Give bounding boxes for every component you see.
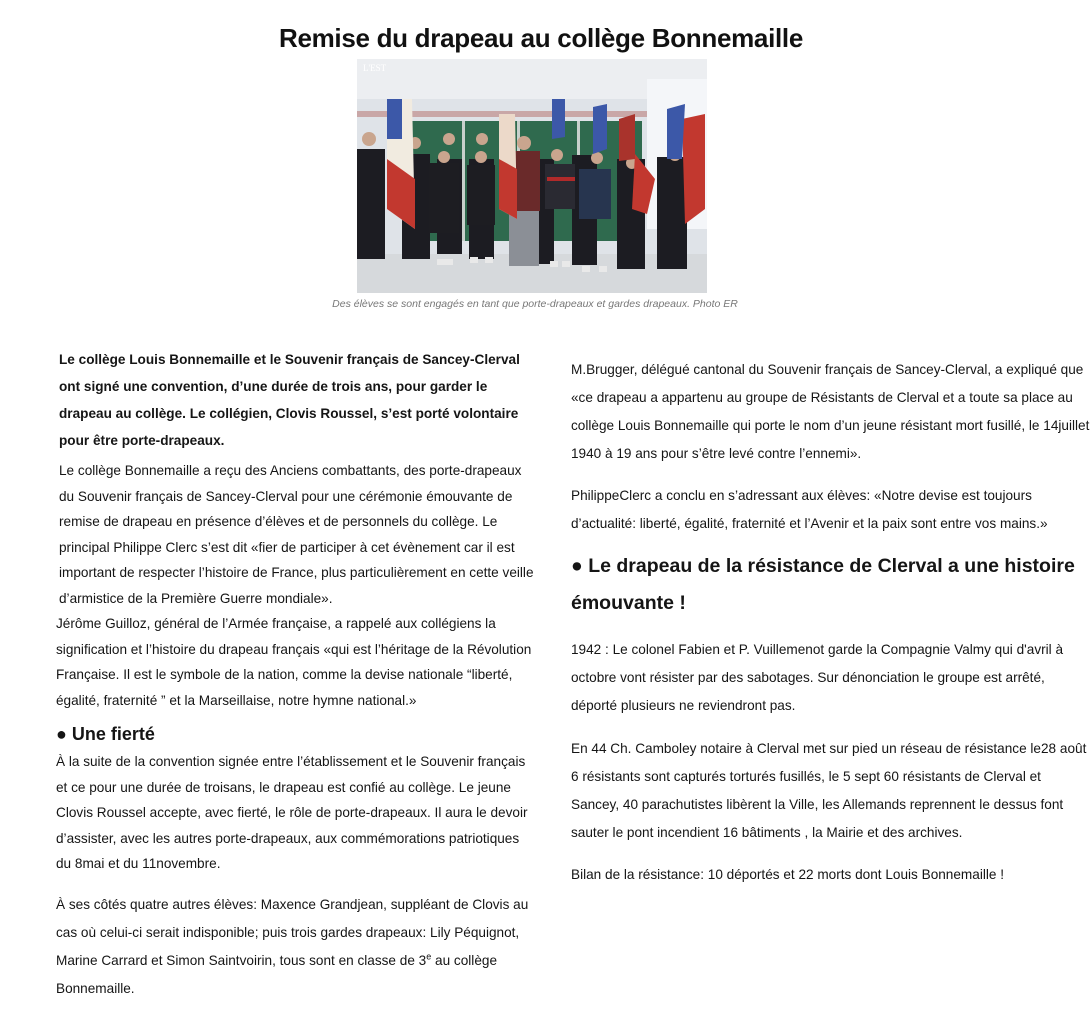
article-title: Remise du drapeau au collège Bonnemaille — [278, 23, 804, 54]
paragraph-text: au collège Bonnemaille. — [56, 952, 498, 996]
group-photo-image — [357, 59, 707, 293]
article-photo — [357, 59, 707, 293]
paragraph: Le collège Bonnemaille a reçu des Anciens combattants, des porte-drapeaux du Souvenir français de Sancey-Clerval pour une cérémonie émouvante de remise de drapeau en présence d’élèves et de personnels du collège. Le principal Philippe Clerc s’est dit «fier de participer à cet évènement car il est important de respecter l’histoire de France, plus particulièrement en cette veille d’armistice de la Première Guerre mondiale». — [59, 463, 534, 606]
left-column — [56, 346, 536, 1003]
paragraph — [56, 891, 536, 1003]
paragraph: Bilan de la résistance: 10 déportés et 22 morts dont Louis Bonnemaille ! — [571, 867, 1004, 882]
paragraph: M.Brugger, délégué cantonal du Souvenir français de Sancey-Clerval, a expliqué que «ce drapeau a appartenu au groupe de Résistants de Clerval et a toute sa place au collège Louis Bonnemaille qui porte le nom d’un jeune résistant mort fusillé, le 14juillet 1940 à 19 ans pour s’être levé contre l’ennemi». — [571, 362, 1090, 461]
right-column — [571, 356, 1090, 889]
ordinal-suffix: e — [426, 950, 432, 961]
subheading-drapeau-resistance: ● Le drapeau de la résistance de Clerval a une histoire émouvante ! — [571, 555, 1075, 614]
paragraph-text: À ses côtés quatre autres élèves: Maxence Grandjean, suppléant de Clovis au cas où celui-ci serait indisponible; puis trois gardes drapeaux: Lily Péquignot, Marine Carrard et Simon Saintvoirin, tous sont en classe de 3 — [56, 896, 529, 968]
paragraph: PhilippeClerc a conclu en s’adressant aux élèves: «Notre devise est toujours d’actualité: liberté, égalité, fraternité et l’Avenir et la paix sont entre vos mains.» — [571, 488, 1048, 531]
paragraph: 1942 : Le colonel Fabien et P. Vuillemenot garde la Compagnie Valmy qui d'avril à octobre vont résister par des sabotages. Sur dénonciation le groupe est arrêté, déporté plusieurs ne reviendront pas. — [571, 642, 1064, 713]
article-lead: Le collège Louis Bonnemaille et le Souvenir français de Sancey-Clerval ont signé une convention, d’une durée de trois ans, pour garder le drapeau au collège. Le collégien, Clovis Roussel, s’est porté volontaire pour être porte-drapeaux. — [59, 352, 520, 448]
photo-watermark: L'EST — [363, 63, 387, 73]
photo-caption: Des élèves se sont engagés en tant que porte-drapeaux et gardes drapeaux. Photo ER — [332, 298, 738, 310]
paragraph: En 44 Ch. Camboley notaire à Clerval met sur pied un réseau de résistance le28 août 6 résistants sont capturés torturés fusillés, le 5 sept 60 résistants de Clerval et Sancey, 40 parachutistes libèrent la Ville, les Allemands reprennent le dessus font sauter le pont incendient 16 bâtiments , la Mairie et des archives. — [571, 741, 1087, 840]
subheading-une-fierte: ● Une fierté — [56, 724, 155, 744]
paragraph: À la suite de la convention signée entre l’établissement et le Souvenir français et ce pour une durée de troisans, le drapeau est confié au collège. Le jeune Clovis Roussel accepte, avec fierté, le rôle de porte-drapeaux. Il aura le devoir d’assister, avec les autres porte-drapeaux, aux commémorations patriotiques du 8mai et du 11novembre. — [56, 754, 528, 871]
paragraph: Jérôme Guilloz, général de l’Armée française, a rappelé aux collégiens la signification et l’histoire du drapeau français «qui est l’héritage de la Révolution Française. Il est le symbole de la nation, comme la devise nationale “liberté, égalité, fraternité ” et la Marseillaise, notre hymne national.» — [56, 616, 532, 708]
